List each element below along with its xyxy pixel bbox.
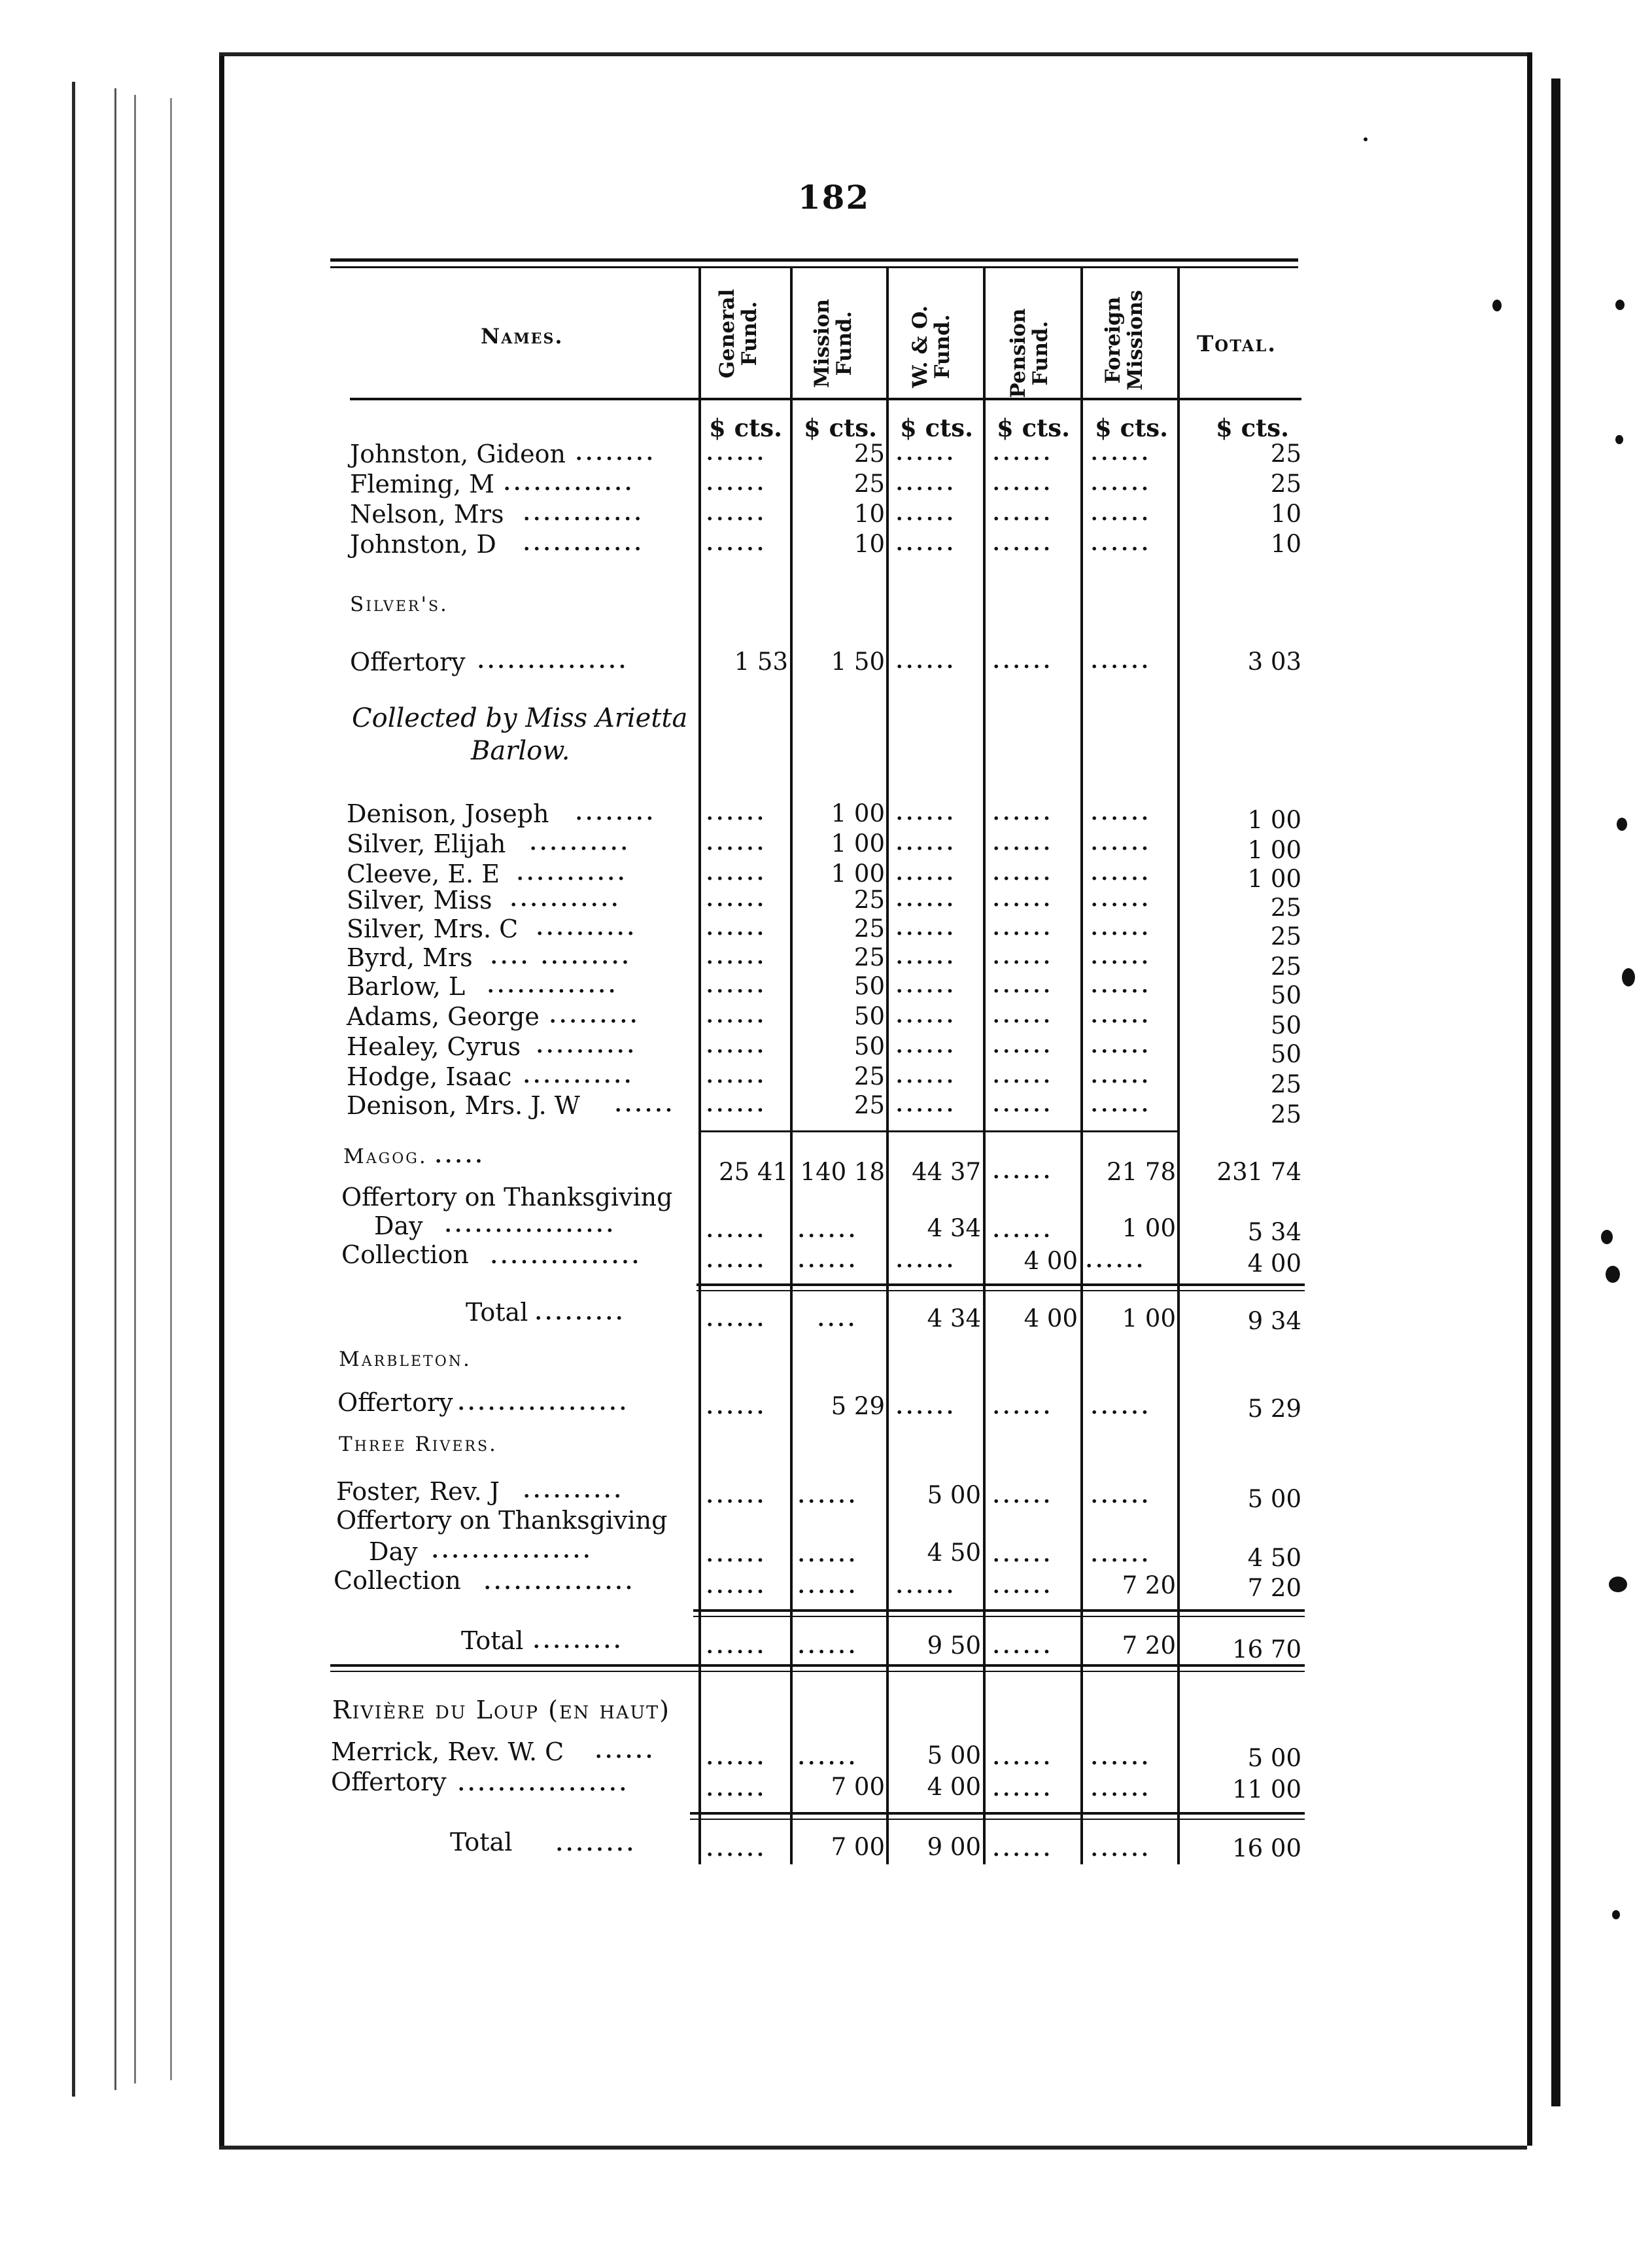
header-wo-fund: W. & O. Fund.	[908, 305, 954, 389]
dot-leader: ......	[1091, 1094, 1152, 1117]
row-label: Collection	[334, 1566, 461, 1595]
dot-leader: ......	[896, 1065, 957, 1088]
dot-leader: ......	[1091, 502, 1152, 525]
dot-leader: ......	[993, 862, 1054, 885]
total-value: 25	[1270, 922, 1301, 950]
dot-leader: ......	[1091, 1485, 1152, 1508]
wo-fund-value: 5 00	[927, 1741, 981, 1769]
dot-leader: ......	[1091, 472, 1152, 495]
dot-leader: ......	[798, 1485, 859, 1508]
wo-fund-value: 9 50	[927, 1631, 981, 1660]
header-total: Total.	[1197, 331, 1277, 357]
dot-leader: ......	[1091, 532, 1152, 555]
mission-fund-value: 1 00	[831, 860, 885, 888]
total-value: 1 00	[1247, 865, 1301, 893]
dot-leader: ......	[1091, 975, 1152, 998]
total-value: 50	[1270, 1011, 1301, 1039]
row-label: Silver, Miss	[347, 886, 492, 915]
dot-leader: ......	[993, 442, 1054, 465]
mission-fund-value: 140 18	[800, 1158, 885, 1186]
mission-fund-value: 10	[853, 500, 885, 528]
dot-leader: ......	[1091, 1396, 1152, 1419]
page-edge	[219, 52, 1527, 56]
foreign-missions-value: 21 78	[1107, 1158, 1176, 1186]
row-label: Collection	[341, 1240, 469, 1269]
total-value: 10	[1270, 530, 1301, 558]
ink-speck	[1606, 1266, 1620, 1283]
dot-leader: ......	[993, 802, 1054, 825]
total-value: 10	[1270, 500, 1301, 528]
row-label: Total	[466, 1298, 528, 1327]
dot-leader: ......	[798, 1219, 859, 1242]
total-value: 9 34	[1247, 1307, 1301, 1335]
dot-leader: ......	[595, 1740, 656, 1763]
dot-leader: ......	[798, 1635, 859, 1658]
dot-leader: ......	[993, 1005, 1054, 1028]
dot-leader: .........	[549, 1005, 640, 1028]
dot-leader: ......	[1091, 1544, 1152, 1567]
dot-leader: ......	[706, 1485, 767, 1508]
mission-fund-value: 25	[853, 915, 885, 943]
dot-leader: ...........	[510, 888, 621, 911]
total-value: 1 00	[1247, 836, 1301, 864]
row-label: Day	[374, 1211, 423, 1240]
dot-leader: ......	[993, 532, 1054, 555]
dot-leader: ......	[706, 1838, 767, 1861]
dot-leader: ......	[706, 502, 767, 525]
dot-leader: ......	[896, 946, 957, 969]
dot-leader: ......	[706, 802, 767, 825]
dot-leader: .................	[458, 1773, 630, 1796]
column-divider	[983, 268, 986, 1864]
dot-leader: .........	[533, 1630, 624, 1653]
dot-leader: ......	[896, 1575, 957, 1598]
column-divider	[1080, 268, 1083, 1864]
section-label: Silver's.	[350, 593, 449, 616]
dot-leader: ......	[1091, 1005, 1152, 1028]
dot-leader: ......	[706, 917, 767, 940]
row-label: Adams, George	[347, 1002, 540, 1031]
foreign-missions-value: 1 00	[1122, 1304, 1176, 1333]
dot-leader: .............	[504, 472, 635, 495]
page-number: 182	[797, 178, 870, 217]
dot-leader: ......	[706, 888, 767, 911]
total-value: 25	[1270, 440, 1301, 468]
dot-leader: ...........	[523, 1065, 634, 1088]
dot-leader: ......	[1091, 802, 1152, 825]
unit-label: $ cts.	[1095, 413, 1168, 442]
dot-leader: ......	[706, 1249, 767, 1272]
dot-leader: ......	[706, 1747, 767, 1769]
dot-leader: ......	[1091, 1747, 1152, 1769]
mission-fund-value: 25	[853, 470, 885, 498]
collector-note: Collected by Miss Arietta	[352, 703, 688, 733]
dot-leader: ......	[993, 1544, 1054, 1567]
row-label: Silver, Mrs. C	[347, 915, 519, 943]
total-rule	[693, 1609, 1305, 1612]
pension-fund-value: 4 00	[1024, 1304, 1078, 1333]
ink-speck	[1601, 1230, 1613, 1244]
dot-leader: ......	[706, 946, 767, 969]
total-value: 7 20	[1247, 1574, 1301, 1602]
total-value: 231 74	[1216, 1158, 1301, 1186]
row-label: Offertory	[350, 648, 466, 676]
dot-leader: ......	[706, 1778, 767, 1801]
dot-leader: ......	[1091, 888, 1152, 911]
dot-leader: .....	[435, 1145, 486, 1168]
row-label: Day	[369, 1537, 418, 1566]
dot-leader: ......	[1086, 1249, 1146, 1272]
ink-speck	[1492, 300, 1502, 311]
dot-leader: ......	[1091, 442, 1152, 465]
dot-leader: ......	[706, 832, 767, 855]
dot-leader: ......	[1091, 917, 1152, 940]
header-pension-fund: Pension Fund.	[1007, 308, 1052, 398]
dot-leader: ......	[896, 802, 957, 825]
total-value: 11 00	[1232, 1775, 1301, 1804]
dot-leader: ............	[523, 532, 645, 555]
row-label: Silver, Elijah	[347, 829, 506, 858]
dot-leader: ......	[993, 1035, 1054, 1058]
page-edge	[72, 82, 75, 2097]
mission-fund-value: 1 00	[831, 799, 885, 828]
dot-leader: ......	[896, 917, 957, 940]
mission-fund-value: 50	[853, 972, 885, 1000]
dot-leader: ......	[896, 1249, 957, 1272]
dot-leader: ..........	[536, 917, 638, 940]
mission-fund-value: 1 00	[831, 829, 885, 858]
mission-fund-value: 50	[853, 1002, 885, 1030]
dot-leader: ......	[993, 917, 1054, 940]
column-divider	[1177, 268, 1180, 1864]
page-edge	[219, 2146, 1527, 2150]
mission-fund-value: 25	[853, 1091, 885, 1119]
row-label: Nelson, Mrs	[350, 500, 504, 529]
collector-note: Barlow.	[471, 736, 570, 766]
dot-leader: ......	[896, 862, 957, 885]
dot-leader: ......	[993, 1575, 1054, 1598]
section-label: Rivière du Loup (en haut)	[332, 1696, 670, 1724]
dot-leader: ......	[706, 1396, 767, 1419]
dot-leader: ......	[896, 1035, 957, 1058]
total-rule	[697, 1290, 1305, 1291]
dot-leader: ......	[706, 1094, 767, 1117]
total-value: 4 50	[1247, 1544, 1301, 1572]
total-value: 1 00	[1247, 806, 1301, 834]
row-label: Byrd, Mrs	[347, 943, 473, 972]
foreign-missions-value: 7 20	[1122, 1631, 1176, 1660]
dot-leader: ......	[706, 975, 767, 998]
dot-leader: ......	[706, 1635, 767, 1658]
header-names: Names.	[481, 324, 564, 349]
dot-leader: ......	[993, 975, 1054, 998]
total-value: 3 03	[1247, 648, 1301, 676]
dot-leader: ......	[706, 1065, 767, 1088]
dot-leader: .................	[458, 1392, 630, 1415]
mission-fund-value: 50	[853, 1032, 885, 1060]
dot-leader: ......	[706, 1544, 767, 1567]
dot-leader: .................	[445, 1214, 617, 1237]
row-label: Offertory on Thanksgiving	[341, 1183, 673, 1211]
dot-leader: ......	[993, 1838, 1054, 1861]
unit-label: $ cts.	[900, 413, 973, 442]
dot-leader: ........	[576, 442, 657, 465]
dot-leader: ......	[706, 1575, 767, 1598]
page-edge	[219, 52, 224, 2146]
page-edge	[170, 98, 172, 2080]
dot-leader: ..........	[523, 1480, 625, 1503]
mission-fund-value: 25	[853, 943, 885, 971]
foreign-missions-value: 1 00	[1122, 1214, 1176, 1242]
total-value: 5 00	[1247, 1485, 1301, 1513]
dot-leader: ......	[993, 502, 1054, 525]
dot-leader: ......	[993, 1396, 1054, 1419]
total-rule	[693, 1616, 1305, 1617]
row-label: Merrick, Rev. W. C	[331, 1737, 564, 1766]
wo-fund-value: 4 34	[927, 1214, 981, 1242]
mission-fund-value: 25	[853, 886, 885, 914]
ink-speck	[1612, 1910, 1620, 1919]
wo-fund-value: 9 00	[927, 1833, 981, 1861]
dot-leader: ......	[896, 1396, 957, 1419]
dot-leader: ......	[706, 472, 767, 495]
total-rule	[690, 1819, 1305, 1820]
dot-leader: ........	[556, 1833, 637, 1856]
row-label: Cleeve, E. E	[347, 860, 500, 888]
mission-fund-value: 25	[853, 440, 885, 468]
row-label: Offertory	[337, 1388, 453, 1417]
dot-leader: ......	[993, 946, 1054, 969]
dot-leader: ......	[706, 1219, 767, 1242]
ink-speck	[1622, 968, 1635, 986]
row-label: Offertory	[331, 1768, 447, 1796]
column-divider	[790, 268, 793, 1864]
dot-leader: ..........	[530, 832, 631, 855]
dot-leader: ......	[896, 1005, 957, 1028]
dot-leader: ......	[896, 472, 957, 495]
dot-leader: ........	[576, 802, 657, 825]
row-label: Total	[450, 1828, 513, 1856]
dot-leader: ......	[1091, 650, 1152, 673]
ink-speck	[1364, 137, 1368, 141]
row-label: Healey, Cyrus	[347, 1032, 521, 1061]
wo-fund-value: 4 34	[927, 1304, 981, 1333]
ink-speck	[1615, 300, 1625, 310]
dot-leader: ....	[817, 1308, 858, 1331]
mission-fund-value: 7 00	[831, 1773, 885, 1801]
dot-leader: ......	[615, 1094, 676, 1117]
row-label: Denison, Mrs. J. W	[347, 1091, 580, 1120]
page-edge	[134, 95, 136, 2083]
wo-fund-value: 44 37	[912, 1158, 981, 1186]
dot-leader: ......	[706, 442, 767, 465]
dot-leader: ......	[896, 888, 957, 911]
dot-leader: .... .........	[490, 946, 632, 969]
dot-leader: ......	[1091, 1035, 1152, 1058]
dot-leader: ......	[993, 650, 1054, 673]
total-value: 25	[1270, 952, 1301, 981]
total-value: 25	[1270, 1100, 1301, 1128]
total-value: 5 29	[1247, 1395, 1301, 1423]
header-mission-fund: Mission Fund.	[810, 299, 856, 388]
dot-leader: ......	[798, 1747, 859, 1769]
row-label: Offertory on Thanksgiving	[336, 1506, 668, 1535]
row-label: Fleming, M	[350, 470, 495, 498]
header-foreign-missions: Foreign Missions	[1101, 290, 1147, 391]
total-value: 4 00	[1247, 1249, 1301, 1278]
dot-leader: ......	[798, 1575, 859, 1598]
mission-fund-value: 10	[853, 530, 885, 558]
unit-label: $ cts.	[804, 413, 877, 442]
total-value: 25	[1270, 1070, 1301, 1098]
dot-leader: ......	[1091, 1065, 1152, 1088]
total-rule	[697, 1283, 1305, 1286]
dot-leader: ......	[798, 1249, 859, 1272]
section-label: Three Rivers.	[339, 1433, 498, 1456]
total-value: 5 34	[1247, 1218, 1301, 1246]
ink-speck	[1617, 818, 1627, 831]
dot-leader: ......	[896, 1094, 957, 1117]
total-value: 25	[1270, 470, 1301, 498]
dot-leader: ..........	[536, 1035, 638, 1058]
dot-leader: ......	[1091, 1838, 1152, 1861]
dot-leader: ......	[706, 862, 767, 885]
header-general-fund: General Fund.	[715, 288, 761, 379]
dot-leader: ......	[993, 1219, 1054, 1242]
dot-leader: ......	[896, 442, 957, 465]
mission-fund-value: 1 50	[831, 648, 885, 676]
section-label: Magog.	[343, 1145, 428, 1168]
dot-leader: ......	[706, 1035, 767, 1058]
dot-leader: .........	[535, 1302, 626, 1325]
total-rule	[690, 1812, 1305, 1815]
dot-leader: ......	[993, 1747, 1054, 1769]
unit-label: $ cts.	[1216, 413, 1289, 442]
dot-leader: ............	[523, 502, 645, 525]
total-value: 16 70	[1232, 1635, 1301, 1664]
mission-fund-value: 5 29	[831, 1392, 885, 1420]
column-divider	[886, 268, 889, 1864]
dot-leader: ......	[896, 975, 957, 998]
foreign-missions-value: 7 20	[1122, 1571, 1176, 1599]
total-value: 50	[1270, 981, 1301, 1009]
row-label: Hodge, Isaac	[347, 1062, 512, 1091]
row-label: Denison, Joseph	[347, 799, 549, 828]
row-label: Johnston, D	[350, 530, 496, 559]
dot-leader: ......	[993, 1778, 1054, 1801]
dot-leader: ......	[993, 1160, 1054, 1183]
page-edge	[114, 88, 116, 2090]
dot-leader: ......	[706, 532, 767, 555]
dot-leader: ......	[798, 1544, 859, 1567]
total-value: 16 00	[1232, 1834, 1301, 1862]
dot-leader: ......	[896, 832, 957, 855]
dot-leader: ......	[993, 1094, 1054, 1117]
section-label: Marbleton.	[339, 1348, 472, 1371]
dot-leader: ......	[993, 888, 1054, 911]
dot-leader: ................	[432, 1540, 594, 1563]
dot-leader: ......	[993, 1065, 1054, 1088]
dot-leader: ......	[993, 1485, 1054, 1508]
dot-leader: ......	[1091, 946, 1152, 969]
total-value: 5 00	[1247, 1744, 1301, 1772]
dot-leader: ......	[1091, 832, 1152, 855]
ink-speck	[1615, 435, 1623, 444]
ink-speck	[1609, 1577, 1627, 1592]
total-value: 25	[1270, 894, 1301, 922]
dot-leader: ...............	[484, 1571, 636, 1594]
row-label: Total	[461, 1626, 524, 1655]
subtotal-rule	[698, 1130, 1180, 1132]
dot-leader: ......	[706, 1005, 767, 1028]
row-label: Johnston, Gideon	[350, 440, 566, 468]
page-edge	[1551, 78, 1560, 2106]
section-rule	[330, 1671, 1305, 1672]
general-fund-value: 1 53	[734, 648, 788, 676]
wo-fund-value: 4 00	[927, 1773, 981, 1801]
wo-fund-value: 4 50	[927, 1539, 981, 1567]
general-fund-value: 25 41	[719, 1158, 788, 1186]
page-edge	[1527, 52, 1532, 2146]
dot-leader: ......	[993, 1635, 1054, 1658]
dot-leader: ......	[1091, 1778, 1152, 1801]
dot-leader: ......	[706, 1308, 767, 1331]
row-label: Barlow, L	[347, 972, 466, 1001]
column-divider	[698, 268, 701, 1864]
dot-leader: ......	[896, 502, 957, 525]
dot-leader: ...........	[517, 862, 628, 885]
dot-leader: ......	[993, 832, 1054, 855]
unit-label: $ cts.	[997, 413, 1070, 442]
pension-fund-value: 4 00	[1024, 1247, 1078, 1275]
row-label: Foster, Rev. J	[336, 1477, 500, 1506]
dot-leader: ......	[896, 532, 957, 555]
section-rule	[330, 1664, 1305, 1667]
dot-leader: ......	[1091, 862, 1152, 885]
wo-fund-value: 5 00	[927, 1481, 981, 1509]
mission-fund-value: 7 00	[831, 1833, 885, 1861]
mission-fund-value: 25	[853, 1062, 885, 1090]
dot-leader: ......	[896, 650, 957, 673]
dot-leader: ...............	[477, 650, 629, 673]
dot-leader: .............	[487, 975, 619, 998]
dot-leader: ...............	[490, 1246, 642, 1268]
dot-leader: ......	[993, 472, 1054, 495]
unit-label: $ cts.	[709, 413, 782, 442]
total-value: 50	[1270, 1040, 1301, 1068]
